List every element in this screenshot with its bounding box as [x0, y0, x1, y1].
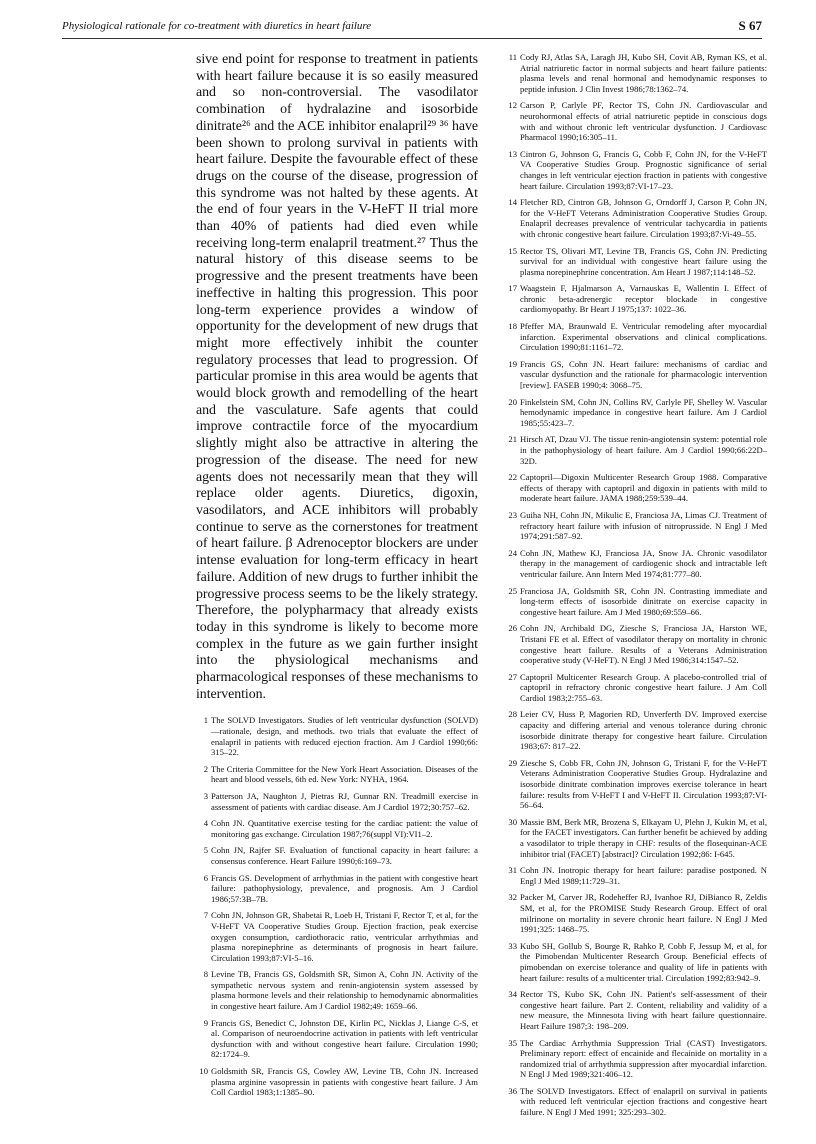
reference-text: Levine TB, Francis GS, Goldsmith SR, Simon A, Cohn JN. Activity of the sympathetic nervous system and renin-angiotensin system assessed by plasma hormone levels and their relationship to hemodynamic abnormalities in congestive heart failure. Am J Cardiol 1982;49: 1659–66. — [211, 969, 478, 1012]
reference-number: 5 — [203, 845, 208, 856]
reference-item — [505, 197, 767, 239]
reference-item — [505, 246, 767, 278]
reference-item — [505, 510, 767, 542]
reference-item — [505, 548, 767, 580]
reference-text: Leier CV, Huss P, Magorien RD, Unverferth DV. Improved exercise capacity and differing arterial and venous tolerance during chronic isosorbide dinitrate therapy for congestive heart failure. Circulation 1983;67: 817–22. — [520, 709, 767, 752]
reference-number: 15 — [508, 245, 517, 256]
reference-text: Captopril Multicenter Research Group. A placebo-controlled trial of captopril in refractory chronic congestive heart failure. J Am Coll Cardiol 1983;2:755–63. — [520, 671, 767, 703]
reference-text: The SOLVD Investigators. Effect of enalapril on survival in patients with reduced left ventricular ejection fractions and congestive heart failure. N Engl J Med 1991; 325:293–302. — [520, 1085, 767, 1118]
reference-text: Packer M, Carver JR, Rodeheffer RJ, Ivanhoe RJ, DiBianco R, Zeldis SM, et al, for the PROMISE Study Research Group. Effect of oral milrinone on mortality in severe chronic heart failure. N Engl J Med 1991;325: 1468–75. — [520, 892, 767, 935]
reference-number: 8 — [203, 969, 208, 980]
reference-number: 13 — [508, 148, 517, 159]
reference-text: Cintron G, Johnson G, Francis G, Cobb F, Cohn JN, for the V-HeFT VA Cooperative Studies Group. Prognostic significance of serial changes in left ventricular ejection fraction in patients with congestive heart failure. Circulation 1993;87:VI-17–23. — [520, 148, 767, 191]
reference-item — [196, 764, 478, 785]
reference-text: Ziesche S, Cobb FR, Cohn JN, Johnson G, Tristani F, for the V-HeFT Veterans Administration Cooperative Studies Group. Hydralazine and isosorbide dinitrate combination improves exercise tolerance in heart failure: results from V-HeFT I and V-HeFT II. Circulation 1993;87:VI-56–64. — [520, 757, 767, 811]
reference-number: 30 — [508, 816, 517, 827]
reference-item — [196, 1066, 478, 1098]
reference-item — [196, 910, 478, 963]
reference-text: Patterson JA, Naughton J, Pietras RJ, Gunnar RN. Treadmill exercise in assessment of patients with cardiac disease. Am J Cardiol 1972;30:757–62. — [211, 790, 478, 812]
reference-number: 28 — [508, 709, 517, 720]
reference-item — [196, 1018, 478, 1060]
reference-list-right — [505, 52, 767, 1118]
reference-text: Cohn JN. Inotropic therapy for heart failure: paradise postponed. N Engl J Med 1989;11:729–31. — [520, 865, 767, 886]
reference-number: 32 — [508, 892, 517, 903]
reference-text: The Cardiac Arrhythmia Suppression Trial (CAST) Investigators. Preliminary report: effect of encainide and flecainide on mortality in a randomized trial of arrhythmia suppression after myocardial infarction. N Engl J Med 1989;321:406–12. — [520, 1037, 767, 1080]
reference-item — [505, 1086, 767, 1118]
reference-item — [196, 818, 478, 839]
reference-item — [505, 586, 767, 618]
reference-item — [196, 791, 478, 812]
running-title: Physiological rationale for co-treatment with diuretics in heart failure — [62, 20, 372, 32]
reference-number: 35 — [508, 1037, 517, 1048]
reference-text: Goldsmith SR, Francis GS, Cowley AW, Levine TB, Cohn JN. Increased plasma arginine vasopressin in patients with congestive heart failure. J Am Coll Cardiol 1983;1:1385–90. — [211, 1066, 478, 1098]
reference-text: Cody RJ, Atlas SA, Laragh JH, Kubo SH, Covit AB, Ryman KS, et al. Atrial natriuretic factor in normal subjects and heart failure patients: plasma levels and renal hormonal and hemodynamic responses to peptide infusion. J Clin Invest 1986;78:1362–74. — [520, 52, 767, 94]
reference-text: Cohn JN, Johnson GR, Shabetai R, Loeb H, Tristani F, Rector T, et al, for the V-HeFT VA Cooperative Studies Group. Ejection fraction, peak exercise oxygen consumption, cardiothoracic ratio, ventricular arrhythmias and plasma norepinephrine as determinants of prognosis in heart failure. Circulation 1993;87:VI-5–16. — [211, 910, 478, 963]
reference-item — [505, 100, 767, 142]
reference-text: The Criteria Committee for the New York Heart Association. Diseases of the heart and blood vessels, 6th ed. New York: NYHA, 1964. — [211, 763, 478, 785]
reference-number: 6 — [203, 872, 208, 883]
reference-text: Pfeffer MA, Braunwald E. Ventricular remodeling after myocardial infarction. Experimental observations and clinical complications. Circulation 1990;81:1161–72. — [520, 321, 767, 353]
reference-text: Finkelstein SM, Cohn JN, Collins RV, Carlyle PF, Shelley W. Vascular hemodynamic impedance in congestive heart failure. Am J Cardiol 1985;55:423–7. — [520, 396, 767, 428]
reference-text: Fletcher RD, Cintron GB, Johnson G, Orndorff J, Carson P, Cohn JN, for the V-HeFT Veterans Administration Cooperative Studies Group. Enalapril decreases prevalence of ventricular tachycardia in patients with chronic congestive heart failure. Circulation 1993;87:Vi-49–55. — [520, 197, 767, 239]
reference-text: Captopril—Digoxin Multicenter Research Group 1988. Comparative effects of therapy with captopril and digoxin in patients with mild to moderate heart failure. JAMA 1988;259:539–44. — [520, 472, 767, 504]
left-column — [196, 52, 478, 1104]
reference-text: Waagstein F, Hjalmarson A, Varnauskas E, Wallentin I. Effect of chronic beta-adrenergic receptor blockade in congestive cardiomyopathy. Br Heart J 1975;137: 1022–36. — [520, 283, 767, 315]
reference-number: 9 — [203, 1017, 208, 1028]
reference-number: 3 — [203, 790, 208, 801]
reference-number: 1 — [203, 715, 208, 726]
reference-item — [505, 865, 767, 886]
reference-text: Carson P, Carlyle PF, Rector TS, Cohn JN. Cardiovascular and neurohormonal effects of atrial natriuretic peptide in conscious dogs with and without chronic left ventricular dysfunction. J Cardiovasc Pharmacol 1990;16:305–11. — [520, 100, 767, 143]
reference-number: 14 — [508, 197, 517, 208]
reference-text: Francis GS, Benedict C, Johnston DE, Kirlin PC, Nicklas J, Liange C-S, et al. Comparison of neuroendocrine activation in patients with left ventricular dysfunction with and without congestive heart failure. Circulation 1990; 82:1724–9. — [211, 1017, 478, 1060]
reference-item — [505, 52, 767, 94]
reference-number: 20 — [508, 396, 517, 407]
reference-number: 34 — [508, 989, 517, 1000]
reference-item — [505, 709, 767, 751]
reference-number: 23 — [508, 509, 517, 520]
reference-text: Hirsch AT, Dzau VJ. The tissue renin-angiotensin system: potential role in the pathophysiology of heart failure. Am J Cardiol 1990;66:22D–32D. — [520, 434, 767, 466]
reference-number: 4 — [203, 818, 208, 829]
reference-text: The SOLVD Investigators. Studies of left ventricular dysfunction (SOLVD)—rationale, design, and methods. two trials that evaluate the effect of enalapril in patients with reduced ejection fraction. Am J Cardiol 1990;66: 315–22. — [211, 715, 478, 758]
reference-number: 25 — [508, 585, 517, 596]
reference-number: 11 — [508, 52, 517, 62]
reference-item — [505, 817, 767, 859]
reference-item — [505, 892, 767, 934]
reference-item — [505, 397, 767, 429]
reference-item — [196, 873, 478, 905]
reference-item — [196, 845, 478, 866]
reference-number: 21 — [508, 434, 517, 445]
reference-number: 33 — [508, 940, 517, 951]
reference-text: Guiha NH, Cohn JN, Mikulic E, Franciosa JA, Limas CJ. Treatment of refractory heart failure with infusion of nitroprusside. N Engl J Med 1974;291:587–92. — [520, 509, 767, 542]
reference-text: Francis GS, Cohn JN. Heart failure: mechanisms of cardiac and vascular dysfunction and the rationale for pharmacologic intervention [review]. FASEB 1990;4: 3068–75. — [520, 358, 767, 391]
reference-number: 7 — [203, 910, 208, 921]
reference-number: 26 — [508, 623, 517, 634]
reference-text: Rector TS, Olivari MT, Levine TB, Francis GS, Cohn JN. Predicting survival for an individual with congestive heart failure using the plasma norepinephrine concentration. Am Heart J 1987;114:148–52. — [520, 245, 767, 277]
reference-text: Cohn JN, Archibald DG, Ziesche S, Franciosa JA, Harston WE, Tristani FE et al. Effect of vasodilator therapy on mortality in chronic congestive heart failure. Results of a Veterans Administration cooperative study (V-HeFT). N Engl J Med 1986;314:1547–52. — [520, 623, 767, 666]
running-header — [62, 16, 762, 39]
reference-number: 17 — [508, 283, 517, 294]
reference-text: Massie BM, Berk MR, Brozena S, Elkayam U, Plehn J, Kukin M, et al, for the FACET investigators. Can further benefit be achieved by adding a vasodilator to triple therapy in CHF: results of the flosequinan-ACE inhibitor trial (FACET) [abstract]? Circulation 1992;86: I-645. — [520, 816, 767, 859]
reference-text: Cohn JN, Rajfer SF. Evaluation of functional capacity in heart failure: a consensus conference. Heart Failure 1990;6:169–73. — [211, 845, 478, 866]
reference-item — [505, 149, 767, 191]
reference-text: Cohn JN. Quantitative exercise testing for the cardiac patient: the value of monitoring gas exchange. Circulation 1987;76(suppl VI):VI1–2. — [211, 818, 478, 839]
reference-item — [505, 283, 767, 315]
reference-number: 12 — [508, 100, 517, 111]
reference-item — [505, 989, 767, 1031]
reference-number: 36 — [508, 1085, 517, 1096]
reference-item — [505, 758, 767, 811]
body-paragraph: sive end point for response to treatment in patients with heart failure because it is so easily measured and so non-controversial. The vasodilator combination of hydralazine and isosorbide dinitrate²⁶ and the ACE inhibitor enalapril²⁹ ³⁶ have been shown to prolong survival in patients with heart failure. Despite the favourable effect of these drugs on the course of the disease, progression of this syndrome was not halted by these agents. At the end of four years in the V-HeFT II trial more than 40% of patients had died even while receiving long-term enalapril treatment.²⁷ Thus the natural history of this disease seems to be progressive and the present treatments have been ineffective in halting this progression. This poor long-term experience provides a window of opportunity for the development of new drugs that might more effectively inhibit the counter regulatory processes that lead to progression. Of particular promise in this area would be agents that would block growth and remodelling of the heart and the vasculature. Safe agents that could improve contractile force of the myocardium slightly might also be attractive in altering the progression of the disease. The need for new agents does not necessarily mean that they will replace older agents. Diuretics, digoxin, vasodilators, and ACE inhibitors will probably continue to serve as the cornerstones for treatment of heart failure. β Adrenoceptor blockers are under intense evaluation for long-term efficacy in heart failure. Addition of new drugs to further inhibit the progressive process seems to be the likely strategy. Therefore, the polypharmacy that already exists today in this syndrome is likely to become more complex in the future as we gain further insight into the physiological mechanisms and pharmacological responses of these mechanisms to intervention. — [196, 52, 478, 702]
reference-item — [505, 472, 767, 504]
reference-number: 10 — [199, 1066, 208, 1077]
reference-item — [505, 434, 767, 466]
reference-list-left — [196, 715, 478, 1097]
reference-number: 2 — [203, 763, 208, 774]
reference-text: Francis GS. Development of arrhythmias in the patient with congestive heart failure: pathophysiology, prevalence, and prognosis. Am J Cardiol 1986;57:3B–7B. — [211, 872, 478, 904]
reference-text: Kubo SH, Gollub S, Bourge R, Rahko P, Cobb F, Jessup M, et al, for the Pimobendan Multicenter Research Group. Beneficial effects of pimobendan on exercise tolerance and quality of life in patients with heart failure: results of a multicenter trial. Circulation 1992;83:942–9. — [520, 940, 767, 983]
reference-item — [505, 359, 767, 391]
reference-number: 18 — [508, 321, 517, 332]
reference-item — [196, 969, 478, 1011]
reference-text: Cohn JN, Mathew KJ, Franciosa JA, Snow JA. Chronic vasodilator therapy in the management of cardiogenic shock and intractable left ventricular failure. Ann Intern Med 1974;81:777–80. — [520, 547, 767, 579]
reference-item — [505, 672, 767, 704]
reference-text: Rector TS, Kubo SK, Cohn JN. Patient's self-assessment of their congestive heart failure. Part 2. Content, reliability and validity of a new measure, the Minnesota living with heart failure questionnaire. Heart Failure 1987;3: 198–209. — [520, 989, 767, 1031]
reference-item — [505, 941, 767, 983]
right-column — [505, 52, 767, 1124]
reference-number: 24 — [508, 547, 517, 558]
page-number: S 67 — [738, 18, 762, 33]
reference-number: 31 — [508, 865, 517, 876]
reference-number: 22 — [508, 472, 517, 483]
reference-number: 27 — [508, 671, 517, 682]
reference-item — [505, 1038, 767, 1080]
reference-number: 29 — [508, 757, 517, 768]
reference-number: 19 — [508, 358, 517, 369]
reference-item — [196, 715, 478, 757]
reference-text: Franciosa JA, Goldsmith SR, Cohn JN. Contrasting immediate and long-term effects of isosorbide dinitrate on exercise capacity in congestive heart failure. Am J Med 1980;69:559–66. — [520, 585, 767, 617]
reference-item — [505, 623, 767, 665]
reference-item — [505, 321, 767, 353]
